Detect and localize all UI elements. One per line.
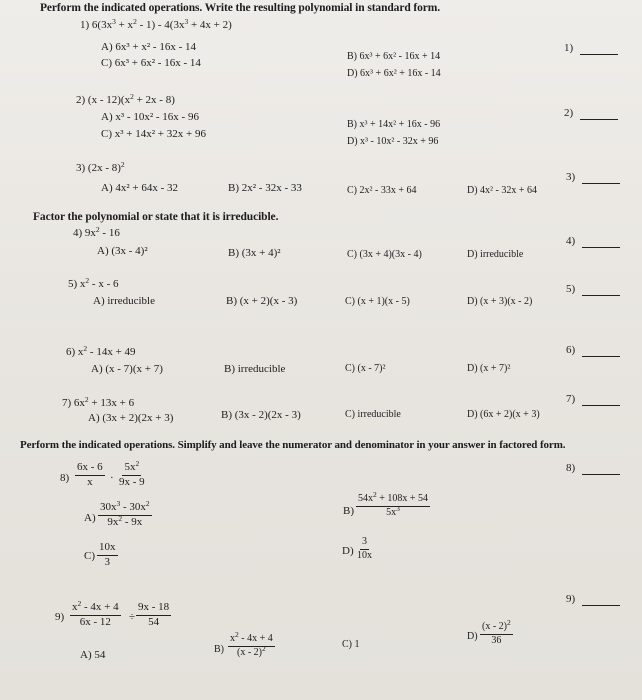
answer-label-9: 9) bbox=[566, 593, 576, 605]
answer-blank-6[interactable] bbox=[582, 356, 620, 357]
q9-fraction-2 bbox=[136, 602, 171, 628]
answer-label-6: 6) bbox=[566, 344, 576, 356]
q8-choice-c-denominator: 3 bbox=[104, 555, 110, 568]
answer-blank-5[interactable] bbox=[582, 295, 620, 296]
q8-choice-a-letter[interactable]: A) bbox=[84, 512, 96, 524]
answer-blank-9[interactable] bbox=[582, 605, 620, 606]
q8-fraction-2-denominator: 9x - 9 bbox=[119, 475, 145, 488]
answer-blank-1[interactable] bbox=[580, 54, 618, 55]
answer-blank-4[interactable] bbox=[582, 247, 620, 248]
q7-choice-a[interactable]: A) (3x + 2)(2x + 3) bbox=[88, 412, 174, 424]
q6-choice-c[interactable]: C) (x - 7)² bbox=[345, 363, 386, 374]
q8-fraction-1-denominator: x bbox=[87, 475, 93, 488]
answer-blank-3[interactable] bbox=[582, 183, 620, 184]
q9-divide-symbol: ÷ bbox=[129, 611, 136, 623]
question-6-prompt: 6) $x^2 - 14x + 49$ bbox=[66, 344, 136, 358]
q1-choice-a[interactable]: A) 6x³ + x² - 16x - 14 bbox=[101, 41, 196, 53]
q8-choice-c[interactable] bbox=[97, 542, 118, 568]
q9-choice-d-letter[interactable]: D) bbox=[467, 631, 478, 642]
q8-fraction-1-numerator: 6x - 6 bbox=[75, 462, 105, 476]
q7-choice-b[interactable]: B) (3x - 2)(2x - 3) bbox=[221, 409, 301, 421]
q9-fraction-1-numerator: $x^2 - 4x + 4$ bbox=[70, 602, 121, 616]
q8-choice-a-denominator: $9x^2 - 9x$ bbox=[107, 513, 143, 528]
question-4-prompt: 4) $9x^2 - 16$ bbox=[73, 225, 120, 239]
q8-choice-b-denominator: $5x^3$ bbox=[386, 503, 400, 518]
q6-choice-d[interactable]: D) (x + 7)² bbox=[467, 363, 511, 374]
section-2-instructions: Factor the polynomial or state that it is irreducible. bbox=[33, 211, 279, 223]
answer-label-7: 7) bbox=[566, 393, 576, 405]
question-2-prompt: 2) $(x - 12)(x^2 + 2x - 8)$ bbox=[76, 92, 175, 106]
answer-blank-2[interactable] bbox=[580, 119, 618, 120]
q4-choice-c[interactable]: C) (3x + 4)(3x - 4) bbox=[347, 249, 422, 260]
q9-choice-b-numerator: $x^2 - 4x + 4$ bbox=[228, 634, 275, 647]
q4-choice-a[interactable]: A) (3x - 4)² bbox=[97, 245, 148, 257]
q5-choice-a[interactable]: A) irreducible bbox=[93, 295, 155, 307]
q1-choice-d[interactable]: D) 6x³ + 6x² + 16x - 14 bbox=[347, 68, 441, 79]
q8-fraction-2-numerator: $5x^2$ bbox=[122, 462, 141, 476]
question-4-number: 4) bbox=[73, 227, 83, 239]
q9-choice-b[interactable] bbox=[228, 630, 275, 658]
question-7-prompt: 7) $6x^2 + 13x + 6$ bbox=[62, 395, 135, 409]
q8-choice-c-numerator: 10x bbox=[97, 542, 118, 556]
answer-label-3: 3) bbox=[566, 171, 576, 183]
q2-choice-c[interactable]: C) x³ + 14x² + 32x + 96 bbox=[101, 128, 206, 140]
q4-choice-d[interactable]: D) irreducible bbox=[467, 249, 524, 260]
question-2-number: 2) bbox=[76, 94, 86, 106]
q5-choice-b[interactable]: B) (x + 2)(x - 3) bbox=[226, 295, 298, 307]
q9-choice-d[interactable] bbox=[480, 618, 513, 646]
q9-choice-d-numerator: (x - 2)$^2$ bbox=[480, 622, 513, 635]
q8-fraction-1 bbox=[75, 462, 105, 488]
q9-fraction-1 bbox=[70, 599, 121, 628]
q8-choice-d[interactable] bbox=[355, 537, 374, 561]
question-1-number: 1) bbox=[80, 19, 90, 31]
answer-blank-8[interactable] bbox=[582, 474, 620, 475]
question-3-number: 3) bbox=[76, 162, 86, 174]
q8-choice-b[interactable] bbox=[356, 490, 430, 518]
question-1-prompt: 1) $6(3x^3 + x^2 - 1) - 4(3x^3 + 4x + 2)$ bbox=[80, 17, 232, 31]
section-1-instructions: Perform the indicated operations. Write the resulting polynomial in standard form. bbox=[40, 2, 441, 14]
q9-choice-c[interactable]: C) 1 bbox=[342, 639, 360, 650]
q5-choice-d[interactable]: D) (x + 3)(x - 2) bbox=[467, 296, 533, 307]
q2-choice-b[interactable]: B) x³ + 14x² + 16x - 96 bbox=[347, 119, 441, 130]
q9-choice-a[interactable]: A) 54 bbox=[80, 649, 106, 661]
q8-choice-a-numerator: $30x^3 - 30x^2$ bbox=[98, 502, 152, 516]
q8-fraction-2 bbox=[117, 459, 147, 488]
question-7-number: 7) bbox=[62, 397, 72, 409]
q4-choice-b[interactable]: B) (3x + 4)² bbox=[228, 247, 281, 259]
q3-choice-a[interactable]: A) 4x² + 64x - 32 bbox=[101, 182, 179, 194]
q6-choice-b[interactable]: B) irreducible bbox=[224, 363, 286, 375]
q9-choice-b-denominator: (x - 2)$^2$ bbox=[236, 643, 266, 658]
answer-label-4: 4) bbox=[566, 235, 576, 247]
q7-choice-d[interactable]: D) (6x + 2)(x + 3) bbox=[467, 409, 540, 420]
question-3-prompt: 3) (2x - 8)$^2$ bbox=[76, 160, 125, 174]
answer-label-5: 5) bbox=[566, 283, 576, 295]
q8-choice-d-numerator: 3 bbox=[360, 537, 369, 550]
q1-choice-c[interactable]: C) 6x³ + 6x² - 16x - 14 bbox=[101, 57, 201, 69]
q8-choice-b-letter[interactable]: B) bbox=[343, 505, 354, 517]
q1-choice-b[interactable]: B) 6x³ + 6x² - 16x + 14 bbox=[347, 51, 441, 62]
q8-choice-d-letter[interactable]: D) bbox=[342, 545, 354, 557]
answer-label-1: 1) bbox=[564, 42, 574, 54]
q6-choice-a[interactable]: A) (x - 7)(x + 7) bbox=[91, 363, 163, 375]
q3-choice-b[interactable]: B) 2x² - 32x - 33 bbox=[228, 182, 302, 194]
question-6-number: 6) bbox=[66, 346, 76, 358]
q9-fraction-1-denominator: 6x - 12 bbox=[79, 615, 111, 628]
q2-choice-a[interactable]: A) x³ - 10x² - 16x - 96 bbox=[101, 111, 199, 123]
q8-choice-b-numerator: $54x^2 + 108x + 54$ bbox=[356, 494, 430, 507]
answer-label-2: 2) bbox=[564, 107, 574, 119]
q8-choice-c-letter[interactable]: C) bbox=[84, 550, 95, 562]
q2-choice-d[interactable]: D) x³ - 10x² - 32x + 96 bbox=[347, 136, 439, 147]
section-3-instructions: Perform the indicated operations. Simplify and leave the numerator and denominator in your answer in factored form. bbox=[20, 439, 566, 451]
q3-choice-c[interactable]: C) 2x² - 33x + 64 bbox=[347, 185, 417, 196]
q8-choice-a[interactable] bbox=[98, 499, 152, 528]
q9-choice-b-letter[interactable]: B) bbox=[214, 644, 224, 655]
q8-choice-d-denominator: 10x bbox=[357, 549, 372, 561]
answer-label-8: 8) bbox=[566, 462, 576, 474]
q9-choice-d-denominator: 36 bbox=[491, 634, 502, 646]
question-9-number: 9) bbox=[55, 611, 65, 623]
q8-multiply-symbol: · bbox=[110, 472, 114, 484]
q5-choice-c[interactable]: C) (x + 1)(x - 5) bbox=[345, 296, 410, 307]
question-8-number: 8) bbox=[60, 472, 70, 484]
q9-fraction-2-numerator: 9x - 18 bbox=[136, 602, 171, 616]
question-5-number: 5) bbox=[68, 278, 78, 290]
q7-choice-c[interactable]: C) irreducible bbox=[345, 409, 401, 420]
q9-fraction-2-denominator: 54 bbox=[148, 615, 160, 628]
q3-choice-d[interactable]: D) 4x² - 32x + 64 bbox=[467, 185, 538, 196]
answer-blank-7[interactable] bbox=[582, 405, 620, 406]
question-5-prompt: 5) $x^2$ - x - 6 bbox=[68, 276, 119, 290]
